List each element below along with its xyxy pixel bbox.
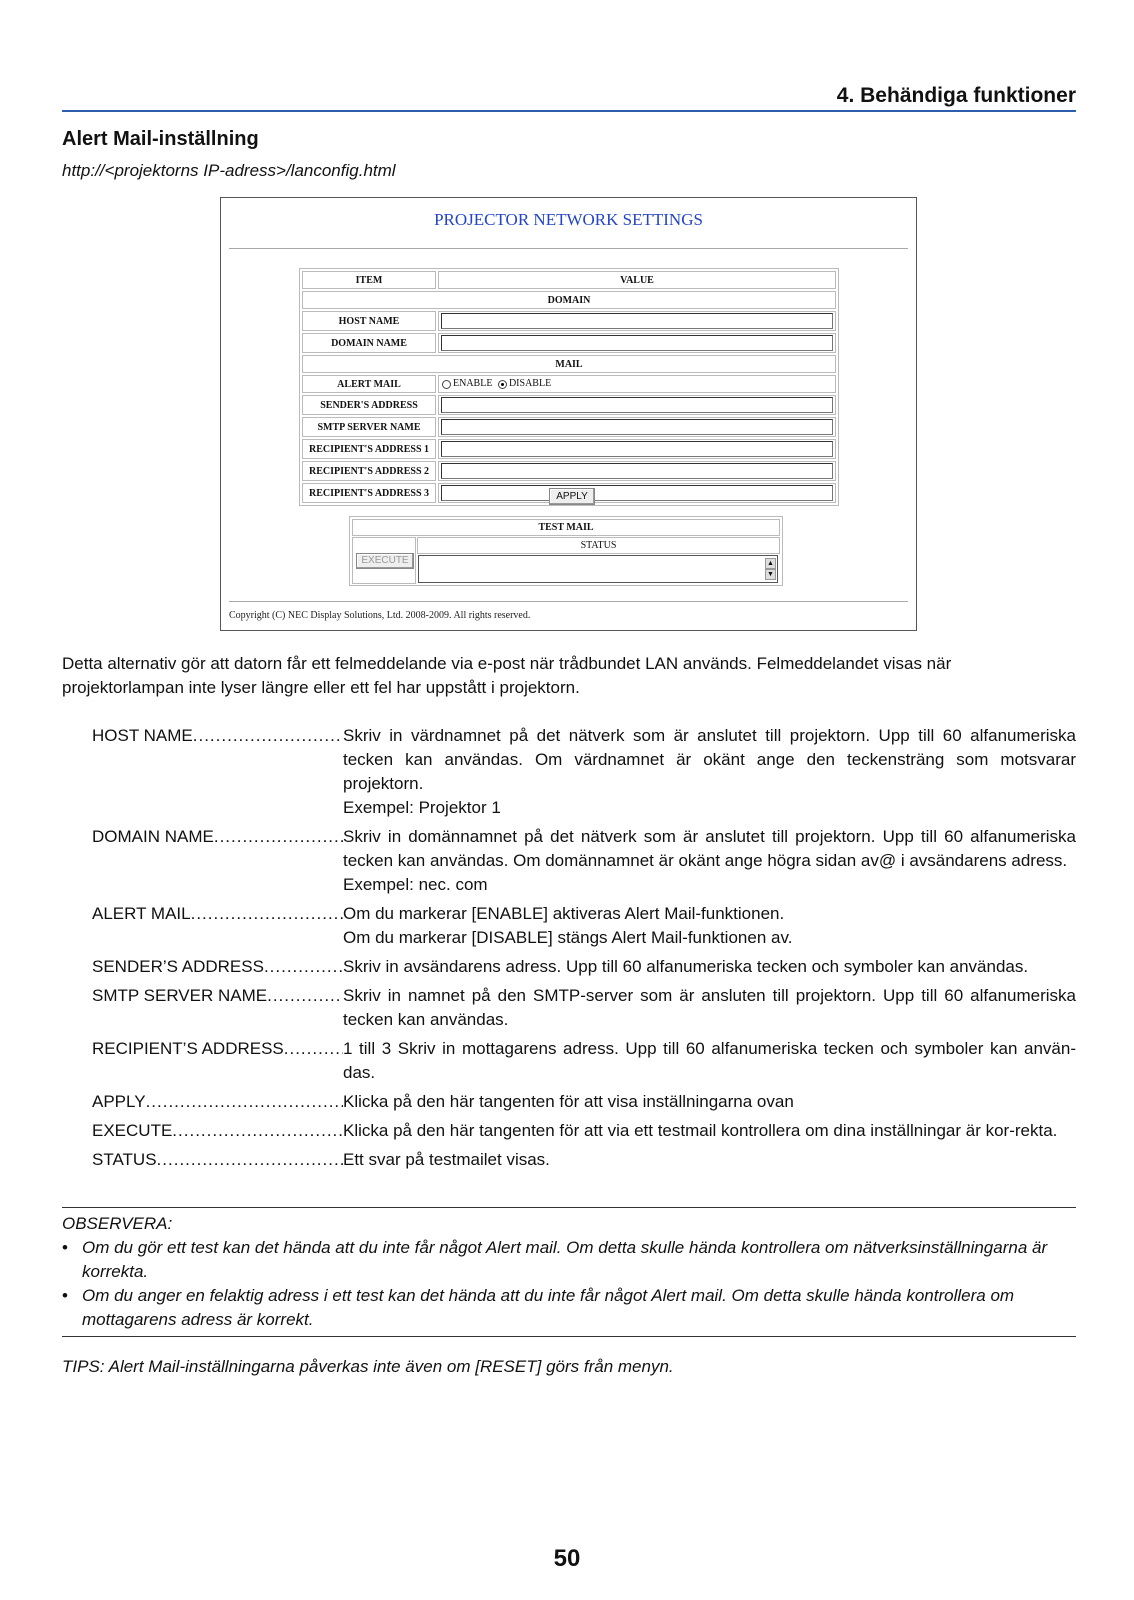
recipient-address-2-label: RECIPIENT'S ADDRESS 2 <box>302 461 436 481</box>
column-header-value: VALUE <box>438 271 836 289</box>
screenshot-title: PROJECTOR NETWORK SETTINGS <box>434 210 703 229</box>
description-example: Exempel: nec. com <box>343 875 488 894</box>
scroll-up-icon[interactable]: ▲ <box>765 558 776 569</box>
term: HOST NAME <box>92 726 193 745</box>
term: STATUS <box>92 1150 157 1169</box>
column-header-item: ITEM <box>302 271 436 289</box>
section-title: Alert Mail-inställning <box>62 128 259 150</box>
term: APPLY <box>92 1092 146 1111</box>
term: SMTP SERVER NAME <box>92 986 268 1005</box>
recipient-address-3-input[interactable] <box>441 485 833 501</box>
test-mail-panel <box>349 516 783 586</box>
term: ALERT MAIL <box>92 904 191 923</box>
note-box <box>62 1207 1076 1337</box>
term: RECIPIENT’S ADDRESS <box>92 1039 284 1058</box>
definition-item <box>92 1148 1076 1172</box>
recipient-address-1-input[interactable] <box>441 441 833 457</box>
intro-paragraph: Detta alternativ gör att datorn får ett felmeddelande via e-post när trådbundet LAN används. Felmeddelandet visas när projektorlampan inte lyser längre eller ett fel har uppstått i projektorn. <box>62 654 952 697</box>
description: Skriv in namnet på den SMTP-server som är ansluten till projektorn. Upp till 60 alfanumeriska tecken kan användas. <box>343 986 1076 1029</box>
domain-name-label: DOMAIN NAME <box>302 333 436 353</box>
term: DOMAIN NAME <box>92 827 214 846</box>
disable-label: DISABLE <box>508 378 552 390</box>
chapter-title: 4. Behändiga funktioner <box>836 84 1076 107</box>
senders-address-input[interactable] <box>441 397 833 413</box>
page-number: 50 <box>553 1545 581 1572</box>
term: SENDER’S ADDRESS <box>92 957 264 976</box>
description: 1 till 3 Skriv in mottagarens adress. Upp till 60 alfanumeriska tecken och symboler kan använ-das. <box>343 1039 1076 1082</box>
description-example: Om du markerar [DISABLE] stängs Alert Mail-funktionen av. <box>343 928 793 947</box>
note-title: OBSERVERA: <box>62 1214 173 1233</box>
enable-label: ENABLE <box>453 378 493 390</box>
description: Klicka på den här tangenten för att via ett testmail kontrollera om dina inställningar är kor-rekta. <box>343 1121 1058 1140</box>
term: EXECUTE <box>92 1121 173 1140</box>
senders-address-label: SENDER'S ADDRESS <box>302 395 436 415</box>
note-item: • Om du gör ett test kan det hända att du inte får något Alert mail. Om detta skulle hända kontrollera om nätverksinställningarna är korrekta. <box>62 1236 1076 1284</box>
description: Skriv in värdnamnet på det nätverk som är anslutet till projektorn. Upp till 60 alfanumeriska tecken kan användas. Om värdnamnet är okänt ange den teckensträng som motsvarar projektorn. <box>343 726 1076 793</box>
description: Skriv in domännamnet på det nätverk som är anslutet till projektorn. Upp till 60 alfanumeriska tecken kan användas. Om domännamnet är okänt ange högra sidan av@ i avsändarens adress. <box>343 827 1076 870</box>
definition-item <box>92 902 1076 950</box>
definition-item <box>92 724 1076 820</box>
apply-button[interactable]: APPLY <box>549 488 595 505</box>
definition-list <box>92 724 1076 1177</box>
host-name-label: HOST NAME <box>302 311 436 331</box>
settings-table <box>299 268 839 506</box>
description: Skriv in avsändarens adress. Upp till 60 alfanumeriska tecken och symboler kan användas. <box>343 957 1029 976</box>
divider <box>229 601 908 602</box>
config-url: http://<projektorns IP-adress>/lanconfig.html <box>62 161 396 180</box>
definition-item <box>92 955 1076 979</box>
enable-radio[interactable] <box>442 380 451 389</box>
recipient-address-2-input[interactable] <box>441 463 833 479</box>
definition-item <box>92 984 1076 1032</box>
smtp-server-name-label: SMTP SERVER NAME <box>302 417 436 437</box>
group-mail: MAIL <box>302 355 836 373</box>
definition-item <box>92 1037 1076 1085</box>
alert-mail-label: ALERT MAIL <box>302 375 436 393</box>
status-textarea[interactable] <box>418 555 778 583</box>
note-list <box>62 1236 1076 1332</box>
domain-name-input[interactable] <box>441 335 833 351</box>
note-item: • Om du anger en felaktig adress i ett test kan det hända att du inte får något Alert mail. Om detta skulle hända kontrollera om mottagarens adress är korrekt. <box>62 1284 1076 1332</box>
page-header <box>62 84 1076 112</box>
status-label: STATUS <box>417 537 780 554</box>
definition-item <box>92 825 1076 897</box>
group-domain: DOMAIN <box>302 291 836 309</box>
tips-text: TIPS: Alert Mail-inställningarna påverkas inte även om [RESET] görs från menyn. <box>62 1357 674 1376</box>
scroll-down-icon[interactable]: ▼ <box>765 569 776 580</box>
definition-item <box>92 1090 1076 1114</box>
description: Klicka på den här tangenten för att visa inställningarna ovan <box>343 1092 794 1111</box>
host-name-input[interactable] <box>441 313 833 329</box>
recipient-address-3-label: RECIPIENT'S ADDRESS 3 <box>302 483 436 503</box>
recipient-address-1-label: RECIPIENT'S ADDRESS 1 <box>302 439 436 459</box>
network-settings-screenshot <box>220 197 917 631</box>
description: Ett svar på testmailet visas. <box>343 1150 550 1169</box>
copyright-text: Copyright (C) NEC Display Solutions, Ltd. 2008-2009. All rights reserved. <box>229 610 531 621</box>
disable-radio[interactable] <box>498 380 507 389</box>
description: Om du markerar [ENABLE] aktiveras Alert Mail-funktionen. <box>343 904 785 923</box>
divider <box>229 248 908 249</box>
description-example: Exempel: Projektor 1 <box>343 798 501 817</box>
execute-button[interactable]: EXECUTE <box>356 553 414 569</box>
smtp-server-name-input[interactable] <box>441 419 833 435</box>
test-mail-header: TEST MAIL <box>352 519 780 536</box>
definition-item <box>92 1119 1076 1143</box>
